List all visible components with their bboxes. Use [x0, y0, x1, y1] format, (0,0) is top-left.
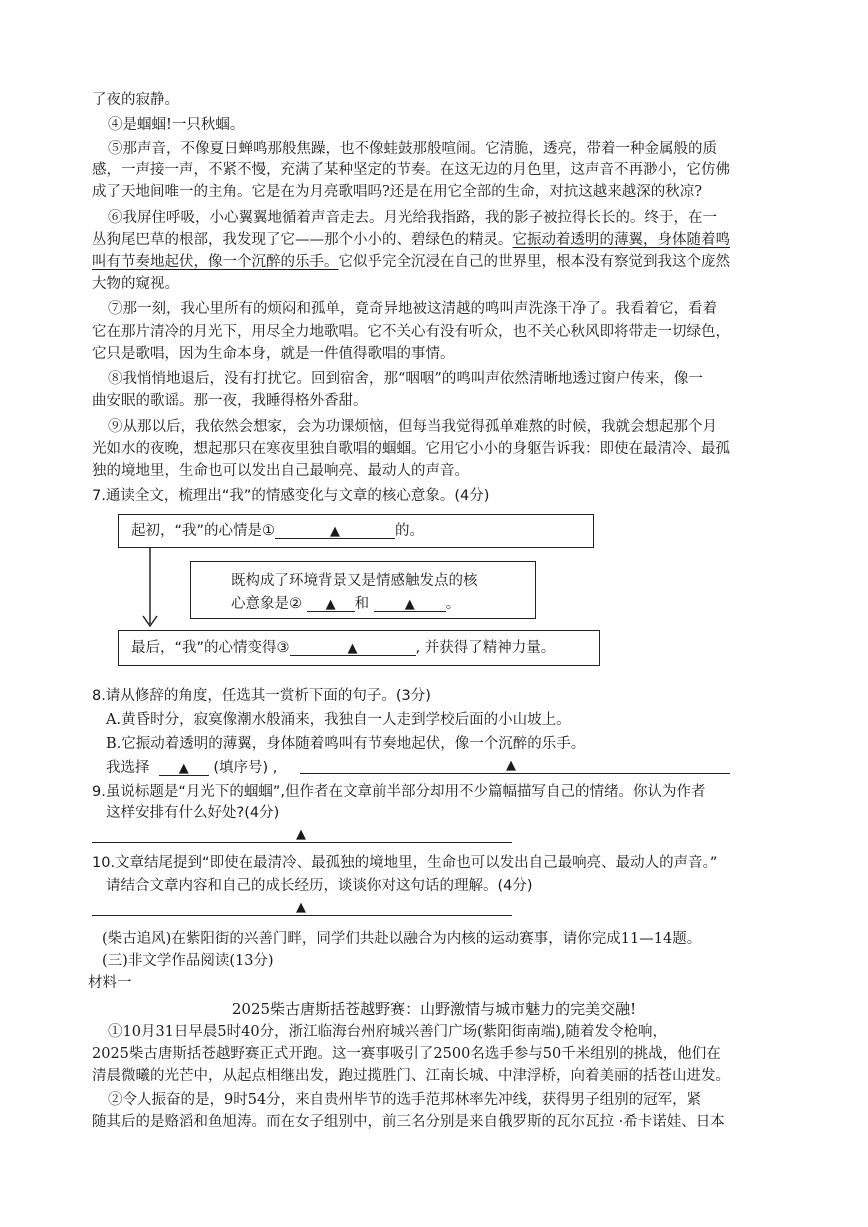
answer-marker: ▲	[296, 827, 306, 842]
flow-box-2	[190, 561, 536, 619]
article-paragraph-1-line3: 清晨微曦的光芒中，从起点相继出发，跑过揽胜门、江南长城、中津浮桥，向着美丽的括苍山进发。	[92, 1068, 730, 1084]
flow-text: 最后，“我”的心情变得③	[131, 640, 290, 656]
flow-text: 起初，“我”的心情是①	[131, 523, 276, 539]
story-paragraph-7-line2: 它在那片清冷的月光下，用尽全力地歌唱。它不关心有没有听众，也不关心秋风即将带走一切绿色，	[92, 324, 730, 340]
story-paragraph-7-line3: 它只是歌唱，因为生命本身，就是一件值得歌唱的事情。	[92, 346, 455, 362]
underlined-sentence: 它振动着透明的薄翼，身体随着鸣	[512, 232, 730, 248]
flow-box-1	[118, 514, 594, 548]
answer-line[interactable]	[300, 773, 730, 774]
article-paragraph-2-line2: 随其后的是赂滔和鱼旭涛。而在女子组别中，前三名分别是来自俄罗斯的瓦尔瓦拉 ·希卡诺娃、日本	[92, 1114, 725, 1130]
choose-label: 我选择	[106, 760, 150, 776]
story-paragraph-9-line2: 光如水的夜晚，想起那只在寒夜里独自歌唱的蝈蝈。它用它小小的身躯告诉我：即使在最清冷、最孤	[92, 441, 730, 457]
question-10-line2: 请结合文章内容和自己的成长经历，谈谈你对这句话的理解。(4分)	[106, 878, 533, 894]
story-paragraph-9-line3: 独的境地里，生命也可以发出自己最响亮、最动人的声音。	[92, 463, 469, 479]
article-paragraph-1-line2: 2025柴古唐斯括苍越野赛正式开跑。这一赛事吸引了2500名选手参与50千米组别的挑战，他们在	[92, 1046, 721, 1062]
section-intro: (柴古追风)在紫阳街的兴善门畔，同学们共赴以融合为内核的运动赛事，请你完成11—14题。	[102, 931, 702, 947]
flow-text: 的。	[395, 523, 425, 539]
section-heading: (三)非文学作品阅读(13分)	[102, 953, 274, 969]
story-paragraph-7-line1: ⑦那一刻，我心里所有的烦闷和孤单，竟奇异地被这清越的鸣叫声洗涤干净了。我看着它，看着	[108, 301, 717, 317]
flow-box-3	[118, 630, 600, 666]
story-line: 了夜的寂静。	[92, 92, 179, 108]
down-arrow-icon	[140, 548, 160, 630]
choose-hint: (填序号) ,	[213, 760, 278, 776]
story-paragraph-6-line4: 大物的窥视。	[92, 276, 179, 292]
question-8-option-a: A.黄昏时分，寂寞像潮水般涌来，我独自一人走到学校后面的小山坡上。	[106, 712, 571, 728]
story-paragraph-9-line1: ⑨从那以后，我依然会想家，会为功课烦恼，但每当我觉得孤单难熬的时候，我就会想起那个月	[108, 419, 717, 435]
answer-marker: ▲	[325, 597, 336, 612]
story-text: 丛狗尾巴草的根部，我发现了它——那个小小的、碧绿色的精灵。	[92, 232, 513, 248]
question-9-line1: 9.虽说标题是“月光下的蝈蝈”,但作者在文章前半部分却用不少篇幅描写自己的情绪。你认为作者	[92, 784, 706, 800]
story-paragraph-6-line2	[92, 233, 730, 248]
story-paragraph-4: ④是蝈蝈!一只秋蝈。	[108, 117, 245, 133]
story-paragraph-8-line1: ⑧我悄悄地退后，没有打扰它。回到宿舍，那“咽咽”的鸣叫声依然清晰地透过窗户传来，像一	[108, 371, 703, 387]
underlined-sentence: 叫有节奏地起伏，像一个沉醉的乐手。	[92, 254, 339, 270]
question-9-line2: 这样安排有什么好处?(4分)	[106, 805, 280, 821]
answer-marker: ▲	[347, 641, 358, 656]
flow-text: , 并获得了精神力量。	[415, 640, 556, 656]
flow-text: 。	[445, 596, 461, 612]
answer-line[interactable]	[92, 842, 512, 843]
answer-marker: ▲	[506, 758, 516, 773]
question-10-line1: 10.文章结尾提到“即使在最清冷、最孤独的境地里，生命也可以发出自己最响亮、最动人的声音。”	[92, 855, 718, 871]
answer-marker: ▲	[296, 900, 306, 915]
flow-text: 和	[354, 596, 370, 612]
answer-marker: ▲	[178, 761, 189, 776]
choice-blank[interactable]	[159, 762, 209, 776]
answer-blank-2a[interactable]	[307, 598, 355, 612]
answer-blank-1[interactable]	[275, 525, 395, 539]
answer-blank-3[interactable]	[290, 642, 416, 656]
story-paragraph-8-line2: 曲安眠的歌谣。那一夜，我睡得格外香甜。	[92, 393, 368, 409]
flow-text: 既构成了环境背景又是情感触发点的核	[231, 573, 478, 589]
story-paragraph-5-line3: 成了天地间唯一的主角。它是在为月亮歌唱吗?还是在用它全部的生命，对抗这越来越深的秋凉?	[92, 184, 703, 200]
article-paragraph-1-line1: ①10月31日早晨5时40分，浙江临海台州府城兴善门广场(紫阳街南端),随着发令枪响，	[108, 1024, 667, 1040]
flow-text: 心意象是②	[231, 596, 302, 612]
article-title: 2025柴古唐斯括苍越野赛：山野激情与城市魅力的完美交融!	[231, 1000, 637, 1018]
material-label: 材料一	[88, 975, 132, 991]
question-7-stem: 7.通读全文，梳理出“我”的情感变化与文章的核心意象。(4分)	[92, 488, 490, 504]
answer-marker: ▲	[330, 524, 341, 539]
question-8-stem: 8.请从修辞的角度，任选其一赏析下面的句子。(3分)	[92, 688, 431, 704]
story-paragraph-5-line2: 感，一声接一声，不紧不慢，充满了某种坚定的节奏。在这无边的月色里，这声音不再渺小，它仿佛	[92, 162, 730, 178]
story-paragraph-6-line3	[92, 255, 730, 270]
story-text: 它似乎完全沉浸在自己的世界里，根本没有察觉到我这个庞然	[338, 254, 730, 270]
article-paragraph-2-line1: ②令人振奋的是，9时54分，来自贵州毕节的选手范邦林率先冲线，获得男子组别的冠军，紧	[108, 1092, 702, 1108]
story-paragraph-6-line1: ⑥我屏住呼吸，小心翼翼地循着声音走去。月光给我指路，我的影子被拉得长长的。终于，在一	[108, 210, 717, 226]
answer-marker: ▲	[404, 597, 415, 612]
answer-blank-2b[interactable]	[374, 598, 446, 612]
question-8-option-b: B.它振动着透明的薄翼，身体随着鸣叫有节奏地起伏，像一个沉醉的乐手。	[106, 736, 586, 752]
answer-line[interactable]	[92, 915, 512, 916]
story-paragraph-5-line1: ⑤那声音，不像夏日蝉鸣那般焦躁，也不像蛙鼓那般喧闹。它清脆，透亮，带着一种金属般的质	[108, 141, 717, 157]
